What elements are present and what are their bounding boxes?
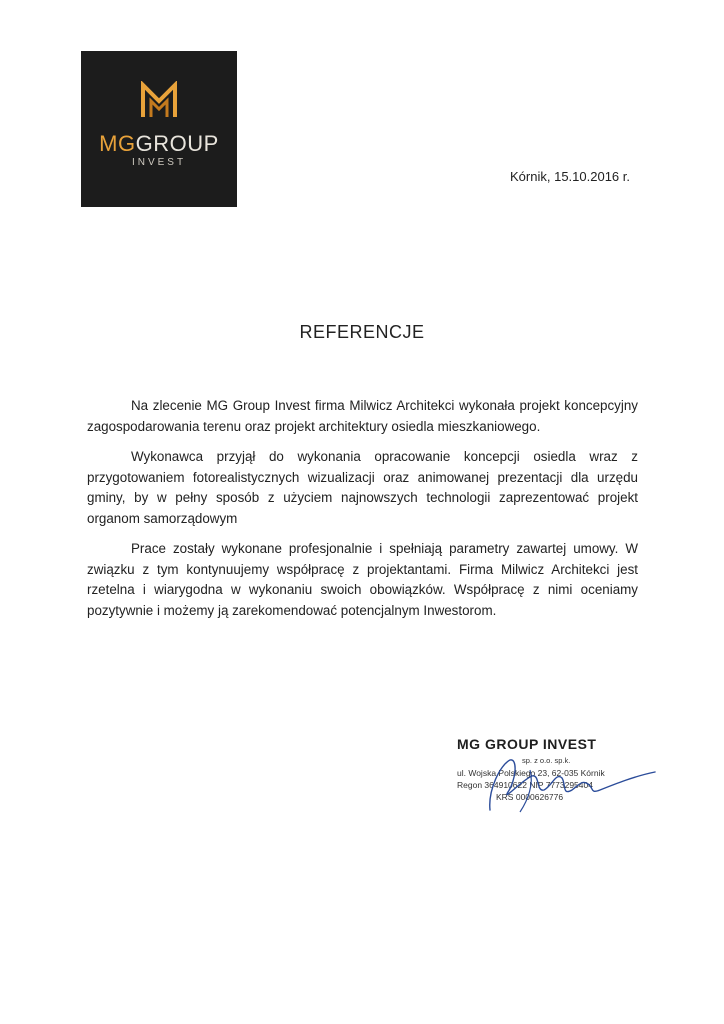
paragraph: Na zlecenie MG Group Invest firma Milwicz Architekci wykonała projekt koncepcyjny zagospodarowania terenu oraz projekt architektury osiedla mieszkaniowego. (87, 398, 638, 434)
paragraph: Prace zostały wykonane profesjonalnie i spełniają parametry zawartej umowy. W związku z tym kontynuujemy współpracę z projektantami. Firma Milwicz Architekci jest rzetelna i wiarygodna w wykonaniu swoich obowiązków. Współpracę z nimi oceniamy pozytywnie i możemy ją zarekomendować potencjalnym Inwestorom. (87, 541, 638, 618)
stamp-legal-form: sp. z o.o. sp.k. (522, 756, 571, 765)
letter-date: Kórnik, 15.10.2016 r. (510, 169, 630, 184)
company-logo (81, 51, 237, 207)
mg-monogram-icon (139, 81, 179, 121)
stamp-company-name: MG GROUP INVEST (457, 736, 597, 752)
handwritten-signature (470, 750, 660, 820)
paragraph: Wykonawca przyjął do wykonania opracowanie koncepcji osiedla wraz z przygotowaniem fotorealistycznych wizualizacji oraz animowanej prezentacji dla urzędu gminy, by w pełny sposób z użyciem najnowszych technologii zaprezentować projekt organom samorządowym (87, 449, 638, 526)
document-title: REFERENCJE (299, 322, 425, 342)
stamp-krs: KRS 0000626776 (496, 792, 564, 802)
logo-name: MGGROUP (99, 131, 219, 156)
stamp-address: ul. Wojska Polskiego 23, 62-035 Kórnik (457, 768, 605, 778)
logo-subtitle: INVEST (131, 157, 187, 168)
letter-body (87, 396, 638, 631)
stamp-ids: Regon 364910622 NIP 7773295404 (457, 780, 593, 790)
